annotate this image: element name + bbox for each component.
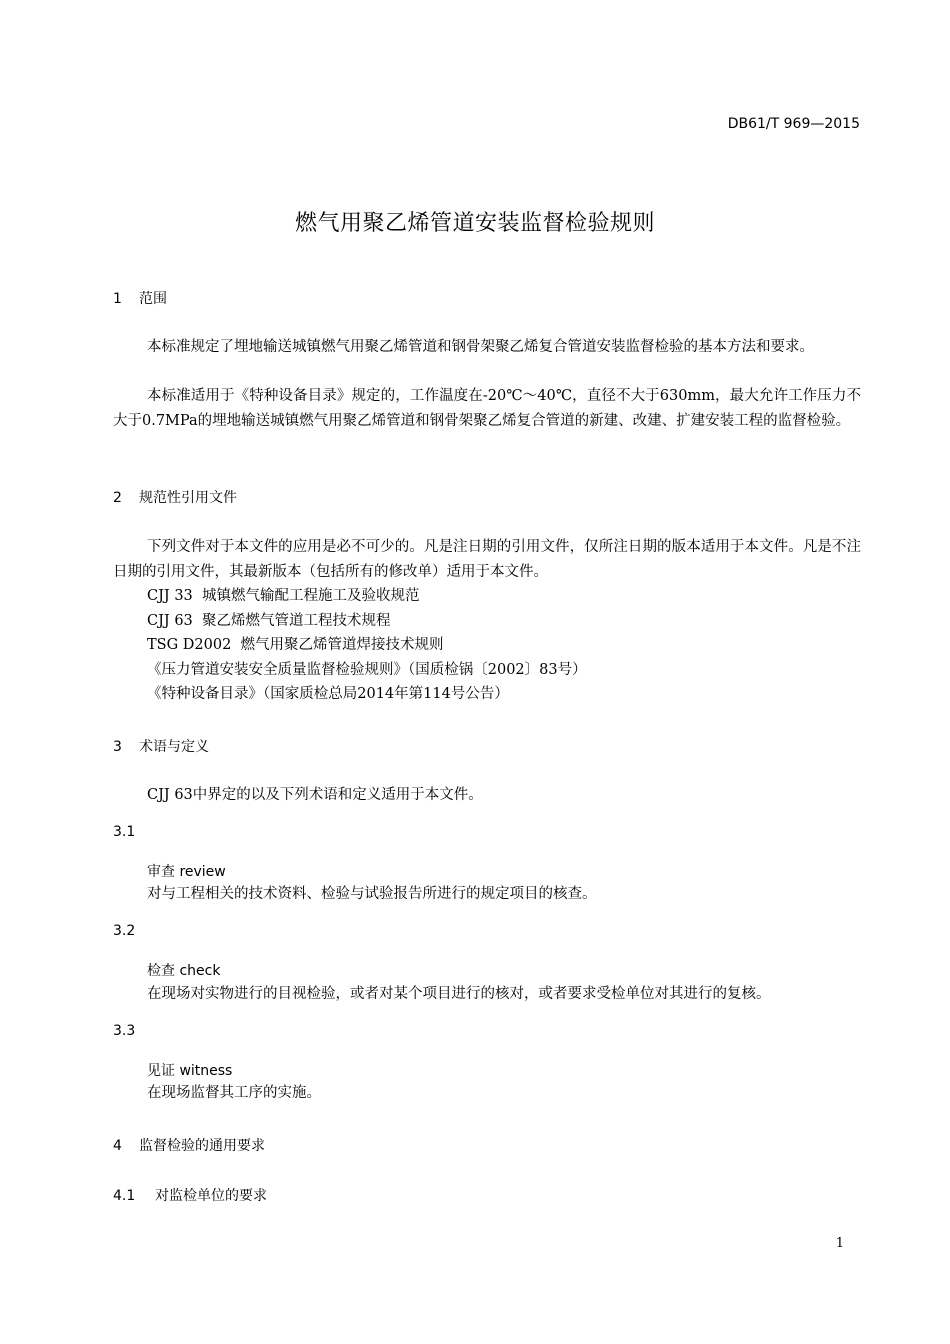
document-title: 燃气用聚乙烯管道安装监督检验规则 xyxy=(294,211,655,236)
page-number: 1 xyxy=(835,1236,844,1251)
term-name: 见证 witness xyxy=(147,1063,233,1079)
reference-item: CJJ 33 城镇燃气输配工程施工及验收规范 xyxy=(147,588,420,604)
section-1-paragraph-2: 本标准适用于《特种设备目录》规定的，工作温度在-20℃～40℃，直径不大于630mm，最大允许工作压力不大于0.7MPa的埋地输送城镇燃气用聚乙烯管道和钢骨架聚乙烯复合管道的新建、改建、扩建安装工程的监督检验。 xyxy=(113,388,861,429)
term-definition: 在现场监督其工序的实施。 xyxy=(147,1085,321,1101)
section-2-heading xyxy=(113,487,237,507)
subsection-4-1-heading xyxy=(113,1185,267,1205)
term-number: 3.3 xyxy=(113,1023,136,1039)
section-title: 术语与定义 xyxy=(139,739,209,755)
section-1-paragraph-1: 本标准规定了埋地输送城镇燃气用聚乙烯管道和钢骨架聚乙烯复合管道安装监督检验的基本方法和要求。 xyxy=(147,339,814,355)
subsection-number: 4.1 xyxy=(113,1188,136,1204)
reference-item: TSG D2002 燃气用聚乙烯管道焊接技术规则 xyxy=(147,637,444,653)
section-title: 范围 xyxy=(139,291,167,307)
section-number: 4 xyxy=(113,1138,122,1154)
term-name: 检查 check xyxy=(147,963,221,979)
section-2-paragraph-1: 下列文件对于本文件的应用是必不可少的。凡是注日期的引用文件，仅所注日期的版本适用于本文件。凡是不注日期的引用文件，其最新版本（包括所有的修改单）适用于本文件。 xyxy=(113,539,861,580)
reference-item: CJJ 63 聚乙烯燃气管道工程技术规程 xyxy=(147,613,391,629)
section-number: 2 xyxy=(113,490,122,506)
term-name: 审查 review xyxy=(147,864,226,880)
section-number: 1 xyxy=(113,291,122,307)
reference-item: 《压力管道安装安全质量监督检验规则》（国质检锅〔2002〕83号） xyxy=(147,662,587,678)
section-title: 规范性引用文件 xyxy=(139,490,237,506)
reference-item: 《特种设备目录》（国家质检总局2014年第114号公告） xyxy=(147,686,509,702)
term-definition: 在现场对实物进行的目视检验，或者对某个项目进行的核对，或者要求受检单位对其进行的复核。 xyxy=(147,986,771,1002)
standard-code: DB61/T 969—2015 xyxy=(727,116,860,132)
term-definition: 对与工程相关的技术资料、检验与试验报告所进行的规定项目的核查。 xyxy=(147,886,597,902)
section-4-heading xyxy=(113,1135,265,1155)
term-number: 3.2 xyxy=(113,923,136,939)
subsection-title: 对监检单位的要求 xyxy=(155,1188,267,1204)
section-1-heading xyxy=(113,288,167,308)
section-number: 3 xyxy=(113,739,122,755)
term-number: 3.1 xyxy=(113,824,136,840)
section-3-paragraph-1: CJJ 63中界定的以及下列术语和定义适用于本文件。 xyxy=(147,787,483,803)
section-title: 监督检验的通用要求 xyxy=(139,1138,265,1154)
section-3-heading xyxy=(113,736,209,756)
